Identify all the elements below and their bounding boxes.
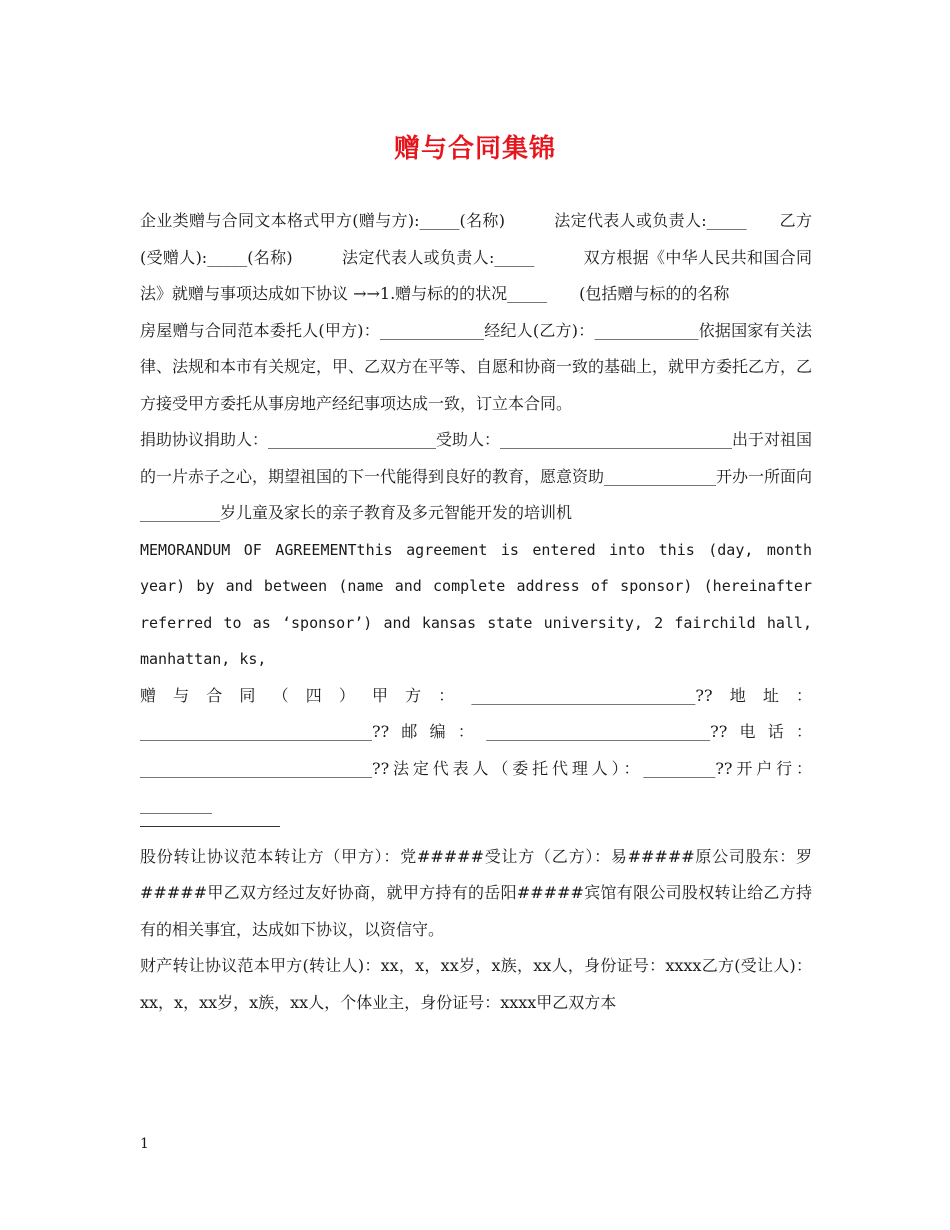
paragraph-donation-agreement: 捐助协议捐助人：_____________________受助人：_____________________________出于对祖国的一片赤子之心，期望祖国的下一代能得到良好的教育，愿意资助______________开办一所面向__________岁儿童及家长的亲子教育及多元智能开发的培训机 — [140, 430, 813, 522]
page-number: 1 — [140, 1136, 149, 1152]
paragraph-house-gift-contract: 房屋赠与合同范本委托人(甲方)：_____________经纪人(乙方)：_____________依据国家有关法律、法规和本市有关规定，甲、乙双方在平等、自愿和协商一致的基础上，就甲方委托乙方，乙方接受甲方委托从事房地产经纪事项达成一致，订立本合同。 — [140, 320, 813, 413]
paragraph-property-transfer-agreement: 财产转让协议范本甲方(转让人)：xx，x，xx岁，x族，xx人，身份证号：xxxx乙方(受让人)：xx，x，xx岁，x族，xx人，个体业主，身份证号：xxxx甲乙双方本 — [140, 956, 812, 1012]
blank-line-continuation — [140, 826, 280, 827]
paragraph-gift-contract-template: 企业类赠与合同文本格式甲方(赠与方):_____(名称) 法定代表人或负责人:_____ 乙方(受赠人):_____(名称) 法定代表人或负责人:_____ 双方根据《中华人民共和国合同法》就赠与事项达成如下协议 →→1.赠与标的的状况_____ (包括赠与标的的名称 — [140, 211, 812, 303]
document-body — [140, 203, 812, 1021]
paragraph-gift-contract-four: 赠与合同（四）甲方：____________________________??地址：_____________________________??邮编：____________________________??电话：_____________________________??法定代表人（委托代理人）：_________??开户行：_________ — [140, 685, 812, 814]
paragraph-share-transfer-agreement: 股份转让协议范本转让方（甲方）：党#####受让方（乙方）：易#####原公司股东：罗#####甲乙双方经过友好协商，就甲方持有的岳阳#####宾馆有限公司股权转让给乙方持有的相关事宜，达成如下协议，以资信守。 — [140, 846, 812, 939]
paragraph-memorandum-of-agreement: MEMORANDUM OF AGREEMENTthis agreement is entered into this (day, month year) by and between (name and complete address of sponsor) (hereinafter referred to as ‘sponsor’) and kansas state university, 2 fairchild hall, manhattan, ks, — [140, 540, 812, 668]
document-title: 赠与合同集锦 — [393, 134, 556, 164]
